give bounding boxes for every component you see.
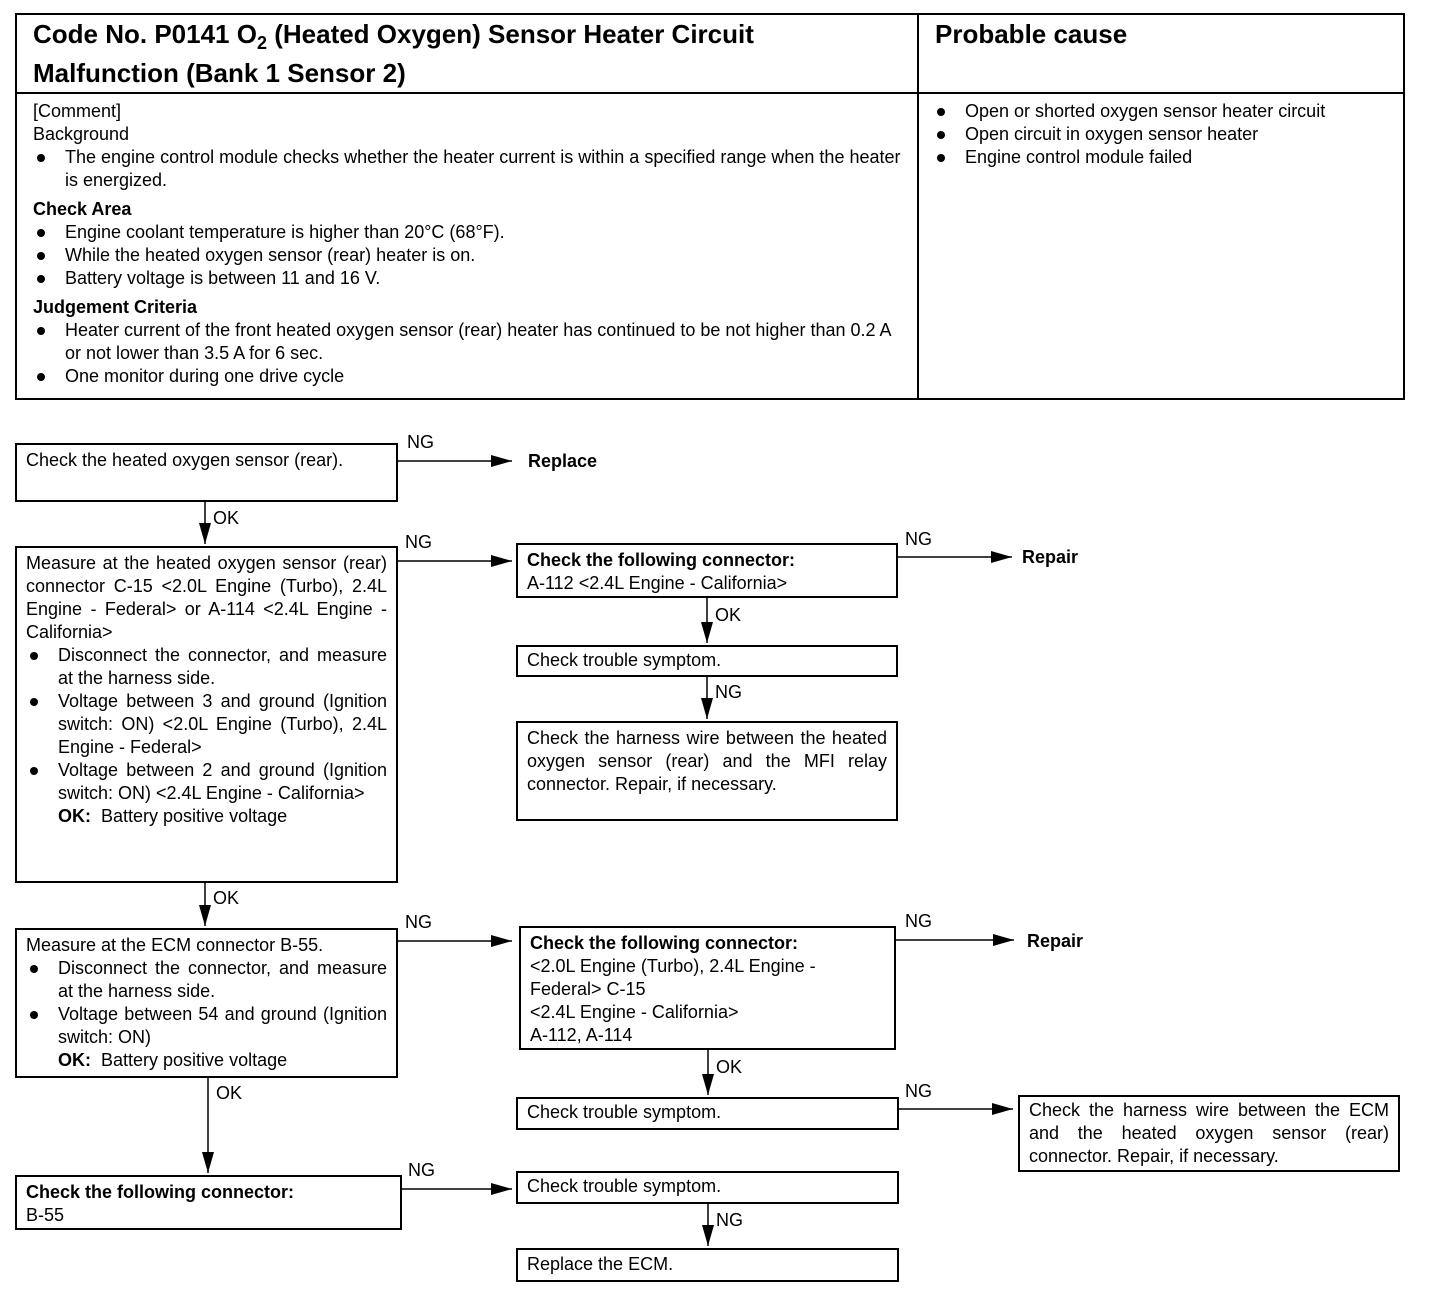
check-area-item: Battery voltage is between 11 and 16 V. <box>33 267 901 290</box>
measure-step: Voltage between 2 and ground (Ignition switch: ON) <2.4L Engine - California> <box>26 759 387 805</box>
trouble-text: Check trouble symptom. <box>527 1102 722 1122</box>
ng-label: NG <box>905 529 932 549</box>
replace-ecm-text: Replace the ECM. <box>527 1254 674 1274</box>
ok-spec-label: OK: <box>58 806 91 826</box>
measure-step: Voltage between 54 and ground (Ignition switch: ON) <box>26 1003 387 1049</box>
check-connector-box-3 <box>15 1175 402 1230</box>
ng-label: NG <box>905 1081 932 1101</box>
check-area-item: Engine coolant temperature is higher than 20°C (68°F). <box>33 221 901 244</box>
probable-cause-title: Probable cause <box>935 19 1128 49</box>
check-sensor-box <box>15 443 398 502</box>
measure-intro: Measure at the ECM connector B-55. <box>26 935 324 955</box>
ng-label: NG <box>407 432 434 452</box>
comment-label: [Comment] <box>33 101 122 122</box>
title-text: Code No. P0141 O <box>33 19 257 49</box>
harness-text: Check the harness wire between the ECM and the heated oxygen sensor (rear) connector. Repair, if necessary. <box>1029 1100 1389 1166</box>
title-subscript: 2 <box>256 33 267 54</box>
measure-intro: Measure at the heated oxygen sensor (rear) connector C-15 <2.0L Engine (Turbo), 2.4L Engine - Federal> or A-114 <2.4L Engine - California> <box>26 553 387 642</box>
connector-text: B-55 <box>26 1205 65 1225</box>
judgement-item: One monitor during one drive cycle <box>33 365 901 388</box>
trouble-symptom-box-1 <box>516 645 898 677</box>
ok-spec-label: OK: <box>58 1050 91 1070</box>
measure-step: Disconnect the connector, and measure at the harness side. <box>26 644 387 690</box>
background-item: The engine control module checks whether the heater current is within a specified range when the heater is energized. <box>33 146 901 192</box>
measure-step: Voltage between 3 and ground (Ignition switch: ON) <2.0L Engine (Turbo), 2.4L Engine - Federal> <box>26 690 387 759</box>
ok-label: OK <box>715 605 742 625</box>
check-connector-box-1 <box>516 543 898 598</box>
probable-cause-item: Engine control module failed <box>933 146 1389 169</box>
measure-sensor-connector-box <box>15 546 398 883</box>
ng-label: NG <box>905 911 932 931</box>
ng-label: NG <box>405 532 432 552</box>
probable-cause-item: Open circuit in oxygen sensor heater <box>933 123 1389 146</box>
ok-spec-value: Battery positive voltage <box>101 1050 288 1070</box>
harness-text: Check the harness wire between the heated oxygen sensor (rear) and the MFI relay connector. Repair, if necessary. <box>527 728 887 794</box>
connector-title: Check the following connector: <box>26 1182 295 1202</box>
connector-text: A-112, A-114 <box>530 1025 633 1045</box>
connector-text: <2.4L Engine - California> <box>530 1002 739 1022</box>
title-text-rest: (Heated Oxygen) Sensor Heater Circuit Malfunction (Bank 1 Sensor 2) <box>33 19 754 89</box>
check-connector-box-2 <box>519 926 896 1050</box>
measure-step: Disconnect the connector, and measure at the harness side. <box>26 957 387 1003</box>
connector-text: A-112 <2.4L Engine - California> <box>527 573 788 593</box>
trouble-text: Check trouble symptom. <box>527 1176 722 1196</box>
ok-label: OK <box>213 508 240 528</box>
trouble-text: Check trouble symptom. <box>527 650 722 670</box>
probable-cause-item: Open or shorted oxygen sensor heater circuit <box>933 100 1389 123</box>
check-area-item: While the heated oxygen sensor (rear) heater is on. <box>33 244 901 267</box>
connector-title: Check the following connector: <box>530 933 799 953</box>
trouble-symptom-box-2 <box>516 1097 899 1130</box>
ok-spec-value: Battery positive voltage <box>101 806 288 826</box>
ng-label: NG <box>715 682 742 702</box>
ok-label: OK <box>213 888 240 908</box>
harness-check-box-1 <box>516 721 898 821</box>
ok-label: OK <box>716 1057 743 1077</box>
ok-label: OK <box>216 1083 243 1103</box>
replace-ecm-box <box>516 1248 899 1282</box>
trouble-symptom-box-3 <box>516 1171 899 1204</box>
ng-label: NG <box>408 1160 435 1180</box>
check-area-label: Check Area <box>33 199 132 220</box>
judgement-item: Heater current of the front heated oxygen sensor (rear) heater has continued to be not higher than 0.2 A or not lower than 3.5 A for 6 sec. <box>33 319 901 365</box>
repair-result: Repair <box>1027 931 1084 951</box>
repair-result: Repair <box>1022 547 1079 567</box>
background-label: Background <box>33 124 130 145</box>
connector-text: <2.0L Engine (Turbo), 2.4L Engine - Federal> C-15 <box>530 956 816 999</box>
ng-label: NG <box>716 1210 743 1230</box>
harness-check-box-2 <box>1018 1095 1400 1172</box>
ng-label: NG <box>405 912 432 932</box>
measure-ecm-box <box>15 928 398 1078</box>
replace-result: Replace <box>528 451 598 471</box>
connector-title: Check the following connector: <box>527 550 796 570</box>
check-sensor-text: Check the heated oxygen sensor (rear). <box>26 450 344 470</box>
judgement-label: Judgement Criteria <box>33 297 198 318</box>
